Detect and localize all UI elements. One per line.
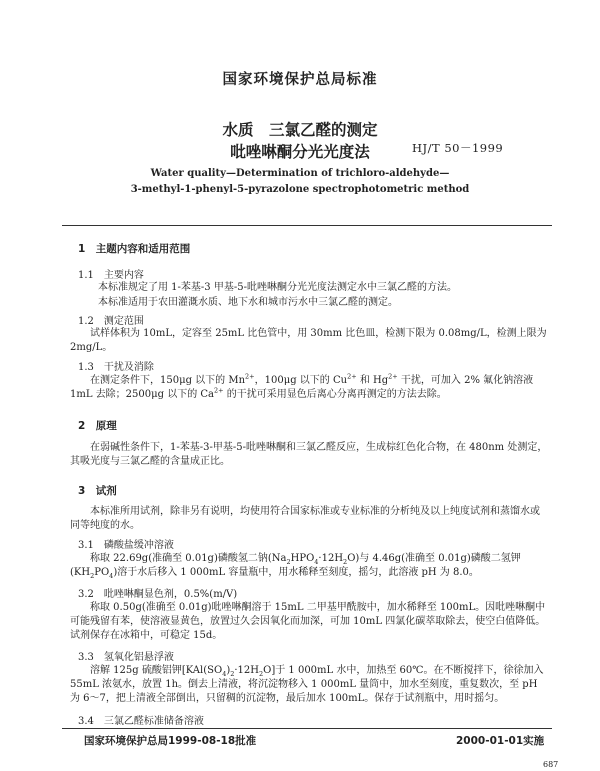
section-3-1-paragraph: 称取 22.69g(准确至 0.01g)磷酸氢二钠$(Na_2HPO_4\cdot 12H_2O)$与 4.46g(准确至 0.01g)磷酸二氢钾$(KH_2PO_4)$溶于水后移入 1 000mL 容量瓶中，用水稀释至刻度，摇匀，此溶液 pH 为 8.0。 [70,553,521,581]
section-1-heading: 1 主题内容和适用范围 [78,243,191,255]
section-3-paragraph: 本标准所用试剂，除非另有说明，均使用符合国家标准或专业标准的分析纯及以上纯度试剂和蒸馏水或同等纯度的水。 [70,506,540,532]
english-title-line1: Water quality—Determination of trichloro-aldehyde— [150,168,450,179]
superscript: 2+ [213,386,224,395]
superscript: 2+ [347,372,357,381]
section-3-3-paragraph: 溶解 125g 硫酸铝钾$[KAl(SO_4)_2\cdot 12H_2O]$于 1 000mL 水中，加热至 60℃。在不断搅拌下，徐徐加入 55mL 浓氨水，放置 1h。倒去上清液，将沉淀物移入 1 000mL 量筒中，加水至刻度，重复数次，至 pH 为 6～7，把上清液全部倒出，只留稠的沉淀物，最后加水 100mL。保存于试剂瓶中，用时摇匀。 [70,665,544,705]
footer-divider [62,728,552,729]
section-1-3-heading: 1.3 干扰及消除 [78,362,154,373]
superscript: 2+ [245,372,255,381]
section-2-heading: 2 原理 [78,420,117,432]
section-1-1-heading: 1.1 主要内容 [78,270,144,281]
standard-number: HJ/T 50－1999 [412,141,504,155]
section-3-4-heading: 3.4 三氯乙醛标准储备溶液 [78,716,204,727]
header-divider [62,225,552,226]
document-title-line2: 吡唑啉酮分光光度法 [230,143,370,161]
document-title-line1: 水质 三氯乙醛的测定 [222,121,378,139]
section-1-1-paragraph-2: 本标准适用于农田灌溉水质、地下水和城市污水中三氯乙醛的测定。 [98,297,398,308]
section-3-1-heading: 3.1 磷酸盐缓冲溶液 [78,540,174,551]
implementation-date: 2000-01-01实施 [456,735,545,747]
section-2-paragraph: 在弱碱性条件下，1-苯基-3-甲基-5-吡唑啉酮和三氯乙醛反应，生成棕红色化合物，在 480nm 处测定，其吸光度与三氯乙醛的含量成正比。 [70,442,548,468]
page-number: 687 [543,760,559,769]
section-3-heading: 3 试剂 [78,485,117,497]
section-1-2-paragraph: 试样体积为 10mL，定容至 25mL 比色管中，用 30mm 比色皿，检测下限为 0.08mg/L，检测上限为2mg/L。 [70,328,547,354]
section-3-3-heading: 3.3 氢氧化铝悬浮液 [78,652,174,663]
section-1-2-heading: 1.2 测定范围 [78,316,144,327]
approval-date: 国家环境保护总局1999-08-18批准 [84,735,257,747]
english-title-line2: 3-methyl-1-phenyl-5-pyrazolone spectrophotometric method [130,184,470,195]
section-3-2-heading: 3.2 吡唑啉酮显色剂，0.5%(m/V) [78,589,238,600]
section-3-2-paragraph: 称取 0.50g(准确至 0.01g)吡唑啉酮溶于 15mL 二甲基甲酰胺中，加水稀释至 100mL。因吡唑啉酮中可能残留有苯，使溶液显黄色，放置过久会因氧化而加深，可加 10mL 四氯化碳萃取除去，使空白值降低。试剂保存在冰箱中，可稳定 15d。 [70,602,546,642]
agency-title: 国家环境保护总局标准 [222,72,378,88]
superscript: 2+ [388,372,398,381]
section-1-3-paragraph: 在测定条件下，150μg 以下的 $Mn^{2+}$，100μg 以下的 $Cu^{2+}$ 和 $Hg^{2+}$ 干扰，可加入 2% 氟化钠溶液 1mL 去除；2500μg 以下的 $Ca^{2+}$ 的干扰可采用显色后离心分离再测定的方法去除。 [70,372,534,401]
section-1-1-paragraph-1: 本标准规定了用 1-苯基-3 甲基-5-吡唑啉酮分光光度法测定水中三氯乙醛的方法。 [98,282,457,293]
